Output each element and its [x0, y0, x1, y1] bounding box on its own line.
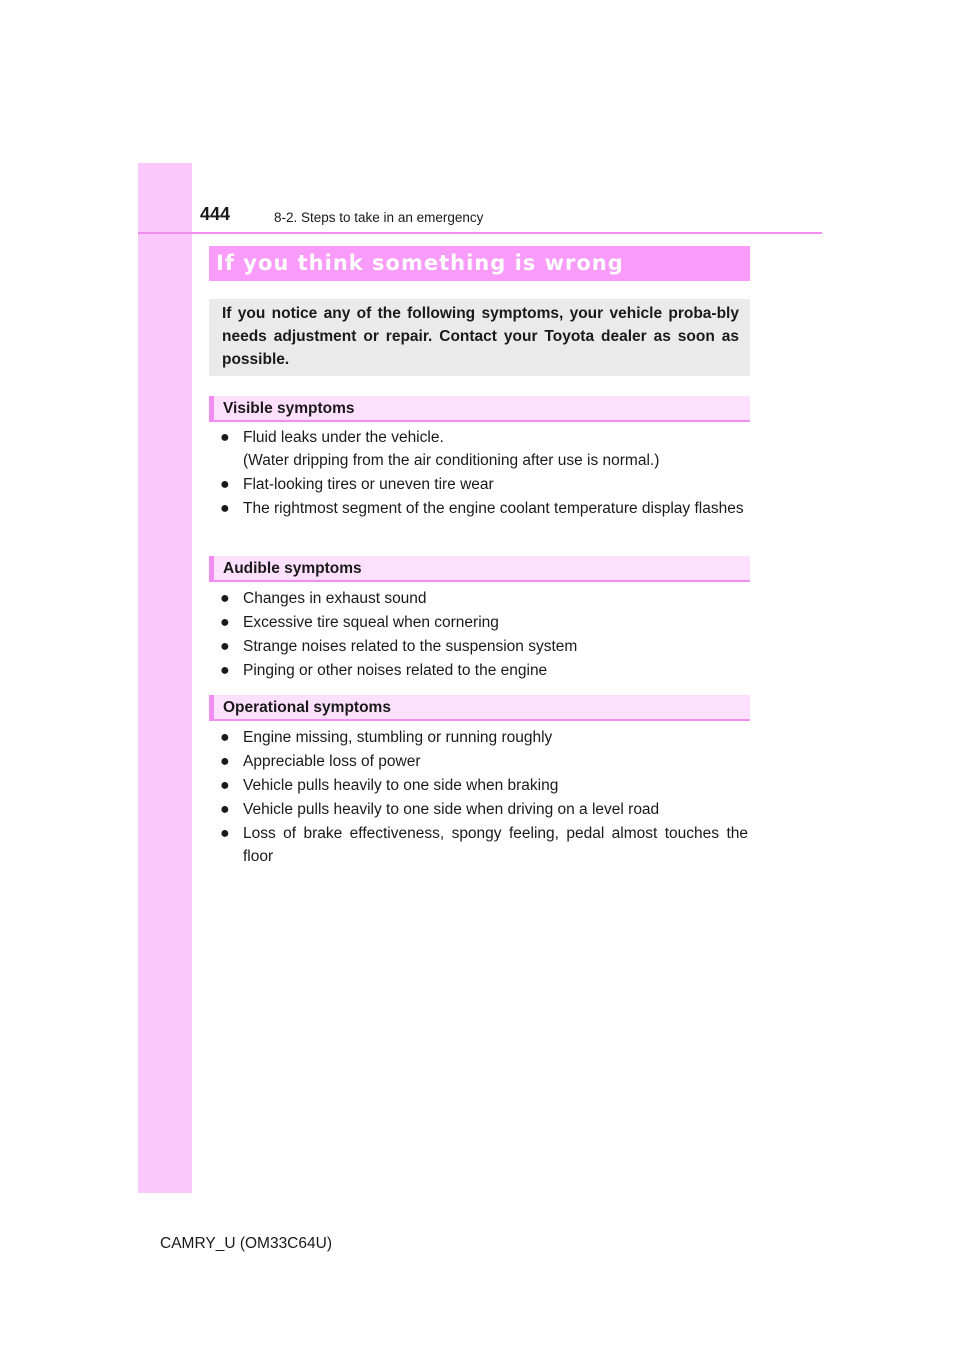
list-item	[220, 587, 748, 610]
list-item-text: Vehicle pulls heavily to one side when braking	[243, 777, 559, 794]
list-item-text: Changes in exhaust sound	[243, 590, 427, 607]
list-item	[220, 635, 748, 658]
list-item-text: Engine missing, stumbling or running roughly	[243, 729, 553, 746]
list-item-text: Excessive tire squeal when cornering	[243, 614, 499, 631]
list-item-text: Fluid leaks under the vehicle.	[243, 429, 444, 446]
list-item	[220, 798, 748, 821]
page-title: If you think something is wrong	[216, 251, 624, 275]
chapter-title: 8-2. Steps to take in an emergency	[274, 210, 484, 225]
list-item	[220, 611, 748, 634]
operational-symptoms-list	[220, 726, 748, 869]
list-item	[220, 726, 748, 749]
intro-text: If you notice any of the following symptoms, your vehicle proba-bly needs adjustment or repair. Contact your Toyota dealer as soon as possible.	[222, 305, 739, 368]
manual-code-footer: CAMRY_U (OM33C64U)	[160, 1235, 332, 1252]
bullet-icon: ●	[220, 801, 230, 818]
section-heading-label: Audible symptoms	[223, 560, 362, 577]
intro-box	[209, 299, 750, 376]
bullet-icon: ●	[220, 476, 230, 493]
list-item-text: The rightmost segment of the engine coolant temperature display flashes	[243, 500, 744, 517]
bullet-icon: ●	[220, 614, 230, 631]
list-item-text: Pinging or other noises related to the engine	[243, 662, 548, 679]
list-item-text: Appreciable loss of power	[243, 753, 421, 770]
section-heading-label: Operational symptoms	[223, 699, 391, 716]
bullet-icon: ●	[220, 429, 230, 446]
bullet-icon: ●	[220, 590, 230, 607]
list-item-text: Strange noises related to the suspension system	[243, 638, 578, 655]
visible-symptoms-list	[220, 426, 748, 521]
list-item-text: Loss of brake effectiveness, spongy feeling, pedal almost touches the floor	[243, 825, 748, 865]
audible-symptoms-heading	[209, 556, 750, 582]
list-item-text: Flat-looking tires or uneven tire wear	[243, 476, 494, 493]
list-item	[220, 426, 748, 472]
list-item	[220, 774, 748, 797]
list-item-text: Vehicle pulls heavily to one side when driving on a level road	[243, 801, 660, 818]
operational-symptoms-heading	[209, 695, 750, 721]
section-heading-label: Visible symptoms	[223, 400, 355, 417]
list-item	[220, 822, 748, 868]
bullet-icon: ●	[220, 500, 230, 517]
list-item-note: (Water dripping from the air conditioning after use is normal.)	[243, 452, 660, 469]
audible-symptoms-list	[220, 587, 748, 683]
bullet-icon: ●	[220, 825, 230, 842]
list-item	[220, 750, 748, 773]
bullet-icon: ●	[220, 753, 230, 770]
bullet-icon: ●	[220, 662, 230, 679]
chapter-side-tab	[138, 163, 192, 1193]
section-title-bar	[209, 246, 750, 281]
list-item	[220, 497, 748, 520]
list-item	[220, 473, 748, 496]
list-item	[220, 659, 748, 682]
page-number: 444	[200, 204, 231, 224]
header-divider	[138, 232, 822, 234]
visible-symptoms-heading	[209, 396, 750, 422]
bullet-icon: ●	[220, 729, 230, 746]
bullet-icon: ●	[220, 777, 230, 794]
bullet-icon: ●	[220, 638, 230, 655]
